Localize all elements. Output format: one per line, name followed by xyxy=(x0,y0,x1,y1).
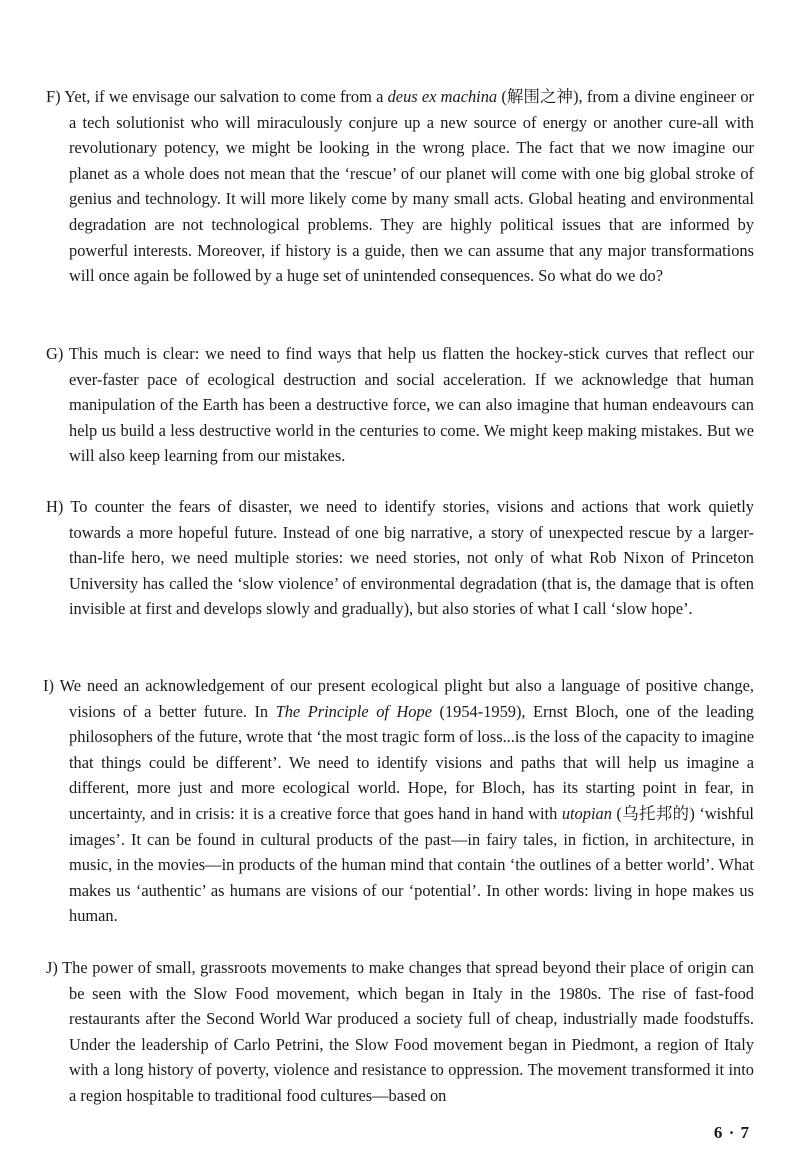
paragraph-text: (1954-1959), Ernst Bloch, one of the leading philosophers of the future, wrote that ‘the most tragic form of loss...is the loss of the capacity to imagine that things could be different’. We need to identify visions and paths that will help us imagine a different, more just and more ecological world. Hope, for Bloch, has its starting point in fear, in uncertainty, and in crisis: it is a creative force that goes hand in hand with xyxy=(69,701,755,823)
paragraph-g xyxy=(46,341,754,469)
paragraph-text: (解围之神), from a divine engineer or a tech solutionist who will miraculously conjure up a new source of energy or another cure-all with revolutionary potency, we might be looking in the wrong place. The fact that we now imagine our planet as a whole does not mean that the ‘rescue’ of our planet will come with one big global stroke of genius and technology. It will more likely come by many small acts. Global heating and environmental degradation are not technological problems. They are highly political issues that are informed by powerful interests. Moreover, if history is a guide, then we can assume that any major transformations will once again be followed by a huge set of unintended consequences. So what do we do? xyxy=(69,87,754,286)
paragraph-text: The power of small, grassroots movements to make changes that spread beyond their place of origin can be seen with the Slow Food movement, which began in Italy in the 1980s. The rise of fast-food restaurants after the Second World War produced a society full of cheap, industrially made foodstuffs. Under the leadership of Carlo Petrini, the Slow Food movement began in Piedmont, a region of Italy with a long history of poverty, violence and resistance to oppression. The movement transformed it into a region hospitable to traditional food cultures—based on xyxy=(62,958,754,1105)
paragraph-j xyxy=(46,955,754,1109)
paragraph-f xyxy=(46,84,754,289)
paragraph-label: H) xyxy=(46,497,64,516)
paragraph-label: I) xyxy=(43,676,54,695)
paragraph-text: We need an acknowledgement of our present ecological plight but also a language of positive change, visions of a better future. In xyxy=(59,676,754,721)
paragraph-label: G) xyxy=(46,344,64,363)
paragraph-text: This much is clear: we need to find ways that help us flatten the hockey-stick curves that reflect our ever-faster pace of ecological destruction and social acceleration. If we acknowledge that human manipulation of the Earth has been a destructive force, we can also imagine that human endeavours can help us build a less destructive world in the centuries to come. We might keep making mistakes. But we will also keep learning from our mistakes. xyxy=(68,344,754,466)
paragraph-h xyxy=(46,494,754,622)
paragraph-label: F) xyxy=(46,87,61,106)
italic-term: deus ex machina xyxy=(387,87,498,106)
page-number: 6 · 7 xyxy=(713,1123,750,1142)
paragraph-i xyxy=(43,673,754,929)
paragraph-text: Yet, if we envisage our salvation to come from a xyxy=(64,87,388,106)
italic-title: The Principle of Hope xyxy=(275,701,432,721)
paragraph-text: To counter the fears of disaster, we need to identify stories, visions and actions that work quietly towards a more hopeful future. Instead of one big narrative, a story of unexpected rescue by a larger-than-life hero, we need multiple stories: we need stories, not only of what Rob Nixon of Princeton University has called the ‘slow violence’ of environmental degradation (that is, the damage that is often invisible at first and develops slowly and gradually), but also stories of what I call ‘slow hope’. xyxy=(69,497,754,619)
paragraph-text: (乌托邦的) ‘wishful images’. It can be found in cultural products of the past—in fairy tales, in fiction, in architecture, in music, in the movies—in products of the human mind that contain ‘the outlines of a better world’. What makes us ‘authentic’ as humans are visions of our ‘potential’. In other words: living in hope makes us human. xyxy=(69,803,754,926)
paragraph-label: J) xyxy=(46,958,58,977)
italic-term: utopian xyxy=(561,803,612,823)
